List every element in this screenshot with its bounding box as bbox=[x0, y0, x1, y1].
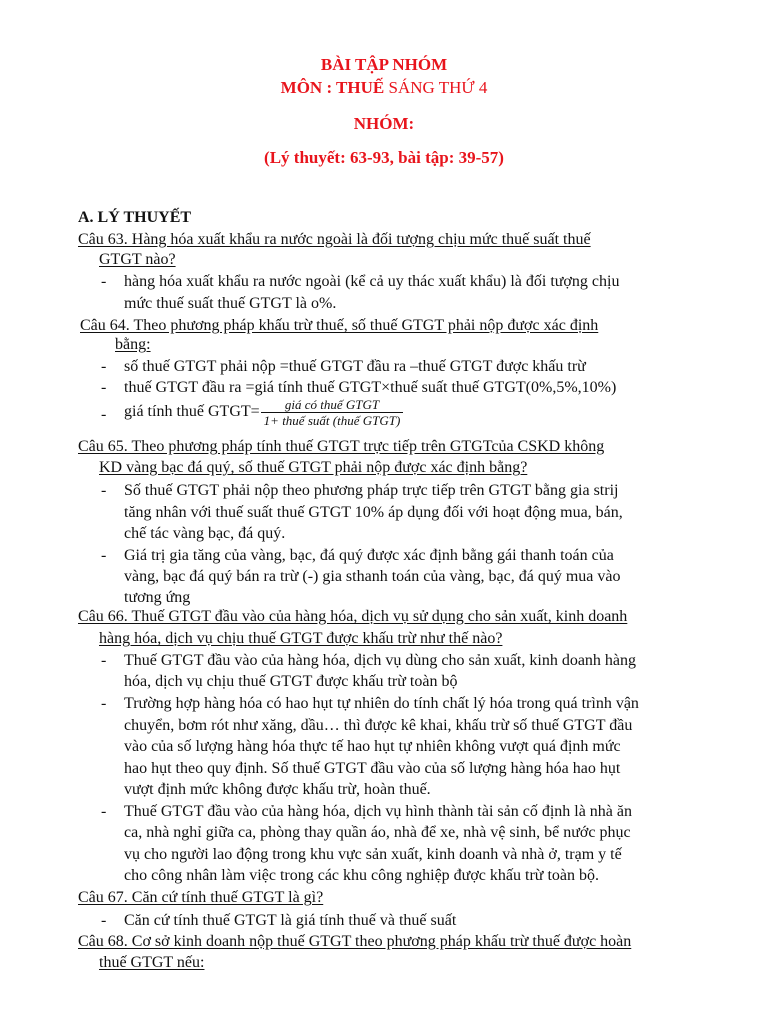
answer-65-1-cont: tăng nhân với thuế suất thuế GTGT 10% áp dụng đối với hoạt động mua, bán, bbox=[124, 504, 623, 521]
question-66: Câu 66. Thuế GTGT đầu vào của hàng hóa, dịch vụ sử dụng cho sản xuất, kinh doanh bbox=[78, 608, 628, 625]
answer-65-1-cont2: chế tác vàng bạc, đá quý. bbox=[124, 525, 286, 542]
bullet-dash: - bbox=[101, 273, 107, 290]
answer-66-1-cont: hóa, dịch vụ chịu thuế GTGT được khấu trừ toàn bộ bbox=[124, 673, 458, 690]
question-64-cont: bằng: bbox=[115, 336, 151, 353]
answer-66-3-cont3: cho công nhân làm việc trong các khu công nghiệp được khấu trừ toàn bộ. bbox=[124, 867, 599, 884]
answer-66-2-cont: chuyển, bơm rót như xăng, dầu… thì được kê khai, khấu trừ số thuế GTGT đầu bbox=[124, 717, 633, 734]
bullet-dash: - bbox=[101, 912, 107, 929]
answer-65-1: Số thuế GTGT phải nộp theo phương pháp trực tiếp trên GTGT bằng gia strij bbox=[124, 482, 619, 499]
answer-66-3-cont: ca, nhà nghỉ giữa ca, phòng thay quần áo, nhà để xe, nhà vệ sinh, bể nước phục bbox=[124, 824, 631, 841]
answer-64-3-formula bbox=[124, 397, 403, 428]
question-68-cont: thuế GTGT nếu: bbox=[99, 954, 205, 971]
answer-63-1-cont: mức thuế suất thuế GTGT là o%. bbox=[124, 295, 337, 312]
question-63-cont: GTGT nào? bbox=[99, 251, 176, 268]
question-67: Câu 67. Căn cứ tính thuế GTGT là gì? bbox=[78, 889, 324, 906]
formula-lhs: giá tính thuế GTGT= bbox=[124, 403, 260, 421]
bullet-dash: - bbox=[101, 695, 107, 712]
answer-66-2-cont4: vượt định mức không được khấu trừ, hoàn thuế. bbox=[124, 781, 431, 798]
bullet-dash: - bbox=[101, 358, 107, 375]
answer-66-2-cont3: hao hụt theo quy định. Số thuế GTGT đầu vào của số lượng hàng hóa hao hụt bbox=[124, 760, 621, 777]
answer-65-2-cont2: tương ứng bbox=[124, 589, 191, 606]
answer-66-3: Thuế GTGT đầu vào của hàng hóa, dịch vụ hình thành tài sản cố định là nhà ăn bbox=[124, 803, 633, 820]
answer-63-1: hàng hóa xuất khẩu ra nước ngoài (kể cả uy thác xuất khẩu) là đối tượng chịu bbox=[124, 273, 620, 290]
answer-65-2: Giá trị gia tăng của vàng, bạc, đá quý được xác định bằng gái thanh toán của bbox=[124, 547, 614, 564]
question-65: Câu 65. Theo phương pháp tính thuế GTGT trực tiếp trên GTGTcủa CSKD không bbox=[78, 438, 605, 455]
bullet-dash: - bbox=[101, 482, 107, 499]
answer-67-1: Căn cứ tính thuế GTGT là giá tính thuế và thuế suất bbox=[124, 912, 457, 929]
doc-scope: (Lý thuyết: 63-93, bài tập: 39-57) bbox=[264, 148, 504, 167]
bullet-dash: - bbox=[101, 652, 107, 669]
bullet-dash: - bbox=[101, 547, 107, 564]
bullet-dash: - bbox=[101, 803, 107, 820]
answer-66-2: Trường hợp hàng hóa có hao hụt tự nhiên do tính chất lý hóa trong quá trình vận bbox=[124, 695, 639, 712]
fraction-denominator: 1+ thuế suất (thuế GTGT) bbox=[263, 413, 401, 428]
question-65-cont: KD vàng bạc đá quý, số thuế GTGT phải nộp được xác định bằng? bbox=[99, 459, 528, 476]
fraction-numerator: giá có thuế GTGT bbox=[261, 397, 404, 413]
answer-64-1: số thuế GTGT phải nộp =thuế GTGT đầu ra –thuế GTGT được khấu trừ bbox=[124, 358, 586, 375]
answer-66-2-cont2: vào của số lượng hàng hóa thực tế hao hụt tự nhiên không vượt quá định mức bbox=[124, 738, 621, 755]
answer-65-2-cont: vàng, bạc đá quý bán ra trừ (-) gia sthanh toán của vàng, bạc, đá quý mua vào bbox=[124, 568, 621, 585]
question-64: Câu 64. Theo phương pháp khấu trừ thuế, số thuế GTGT phải nộp được xác định bbox=[80, 317, 599, 334]
doc-subject: MÔN : THUẾ SÁNG THỨ 4 bbox=[280, 78, 488, 97]
question-68: Câu 68. Cơ sở kinh doanh nộp thuế GTGT theo phương pháp khấu trừ thuế được hoàn bbox=[78, 933, 632, 950]
doc-group: NHÓM: bbox=[353, 114, 415, 133]
bullet-dash: - bbox=[101, 379, 107, 396]
question-63: Câu 63. Hàng hóa xuất khẩu ra nước ngoài là đối tượng chịu mức thuế suất thuế bbox=[78, 231, 591, 248]
question-66-cont: hàng hóa, dịch vụ chịu thuế GTGT được khấu trừ như thế nào? bbox=[99, 630, 503, 647]
bullet-dash: - bbox=[101, 406, 107, 423]
answer-66-3-cont2: vụ cho người lao động trong khu vực sản xuất, kinh doanh và nhà ở, trạm y tế bbox=[124, 846, 622, 863]
answer-66-1: Thuế GTGT đầu vào của hàng hóa, dịch vụ dùng cho sản xuất, kinh doanh hàng bbox=[124, 652, 637, 669]
section-heading: A. LÝ THUYẾT bbox=[78, 209, 192, 226]
fraction bbox=[261, 397, 404, 428]
answer-64-2: thuế GTGT đầu ra =giá tính thuế GTGT×thuế suất thuế GTGT(0%,5%,10%) bbox=[124, 379, 617, 396]
doc-title: BÀI TẬP NHÓM bbox=[320, 55, 448, 74]
